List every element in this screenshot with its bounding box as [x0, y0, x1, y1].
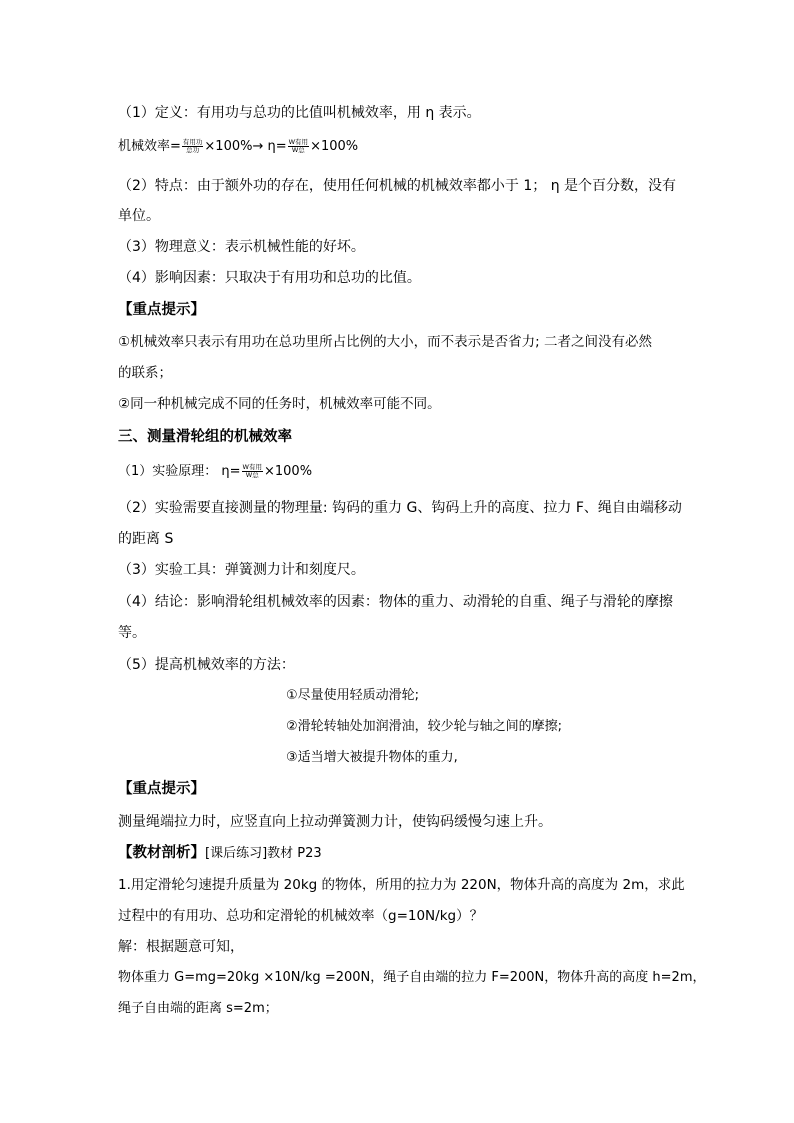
measure-line-2: 的距离 S: [118, 531, 174, 547]
tip-heading: 【重点提示】: [118, 302, 205, 318]
meaning-line: （3）物理意义：表示机械性能的好坏。: [118, 239, 365, 255]
textbook-reference: [课后练习]教材 P23: [205, 846, 322, 861]
formula-tail: ×100%: [310, 139, 359, 154]
principle-formula: [118, 463, 312, 481]
solution-line-1: 解：根据题意可知，: [118, 939, 244, 955]
conclusion-line-2: 等。: [118, 625, 146, 641]
fraction-numerator: 有用功: [182, 138, 203, 146]
textbook-heading: 【教材剖析】: [118, 845, 205, 861]
method-item-3: ③适当增大被提升物体的重力,: [286, 750, 458, 765]
solution-line-2: 物体重力 G=mg=20kg ×10N/kg =200N，绳子自由端的拉力 F=200N，物体升高的高度 h=2m，: [118, 970, 706, 985]
trait-line-1: （2）特点：由于额外功的存在，使用任何机械的机械效率都小于 1； η 是个百分数，没有: [118, 178, 677, 194]
efficiency-formula: [118, 138, 358, 156]
tip-item-1-line-1: ①机械效率只表示有用功在总功里所占比例的大小，而不表示是否省力; 二者之间没有必然: [118, 334, 652, 350]
textbook-line: [118, 844, 322, 863]
trait-line-2: 单位。: [118, 208, 160, 224]
tip-heading: 【重点提示】: [118, 781, 205, 797]
tip-item-1-line-2: 的联系；: [118, 365, 172, 381]
solution-line-3: 绳子自由端的距离 s=2m；: [118, 1001, 278, 1016]
measure-line-1: （2）实验需要直接测量的物理量: 钩码的重力 G、钩码上升的高度、拉力 F、绳自由端移动: [118, 500, 682, 516]
fraction-denominator: W总: [291, 146, 305, 154]
fraction-denominator: 总功: [186, 146, 200, 154]
tip-item-2: ②同一种机械完成不同的任务时，机械效率可能不同。: [118, 396, 441, 412]
method-item-2: ②滑轮转轴处加润滑油，较少轮与轴之间的摩擦;: [286, 719, 563, 734]
question-line-2: 过程中的有用功、总功和定滑轮的机械效率（g=10N/kg）？: [118, 908, 484, 924]
tools-line: （3）实验工具：弹簧测力计和刻度尺。: [118, 562, 365, 578]
principle-prefix: （1）实验原理： η=: [118, 464, 241, 479]
formula-lhs: 机械效率=: [118, 139, 181, 154]
fraction-numerator: W有用: [288, 138, 309, 146]
useful-total-fraction: [182, 139, 204, 154]
conclusion-line-1: （4）结论：影响滑轮组机械效率的因素：物体的重力、动滑轮的自重、绳子与滑轮的摩擦: [118, 594, 673, 610]
definition-line: （1）定义：有用功与总功的比值叫机械效率，用 η 表示。: [118, 105, 481, 121]
fraction-denominator: W总: [245, 471, 259, 479]
w-fraction: [242, 464, 263, 479]
w-fraction: [288, 139, 309, 154]
tip-text: 测量绳端拉力时，应竖直向上拉动弹簧测力计，使钩码缓慢匀速上升。: [118, 814, 552, 830]
section-heading: 三、测量滑轮组的机械效率: [118, 429, 292, 445]
method-item-1: ①尽量使用轻质动滑轮;: [286, 688, 420, 703]
formula-middle: ×100%→ η=: [204, 139, 287, 154]
factor-line: （4）影响因素：只取决于有用功和总功的比值。: [118, 270, 421, 286]
improve-line: （5）提高机械效率的方法：: [118, 657, 295, 673]
question-line-1: 1.用定滑轮匀速提升质量为 20kg 的物体，所用的拉力为 220N，物体升高的高度为 2m，求此: [118, 877, 685, 893]
principle-tail: ×100%: [263, 464, 313, 479]
fraction-numerator: W有用: [242, 463, 262, 471]
